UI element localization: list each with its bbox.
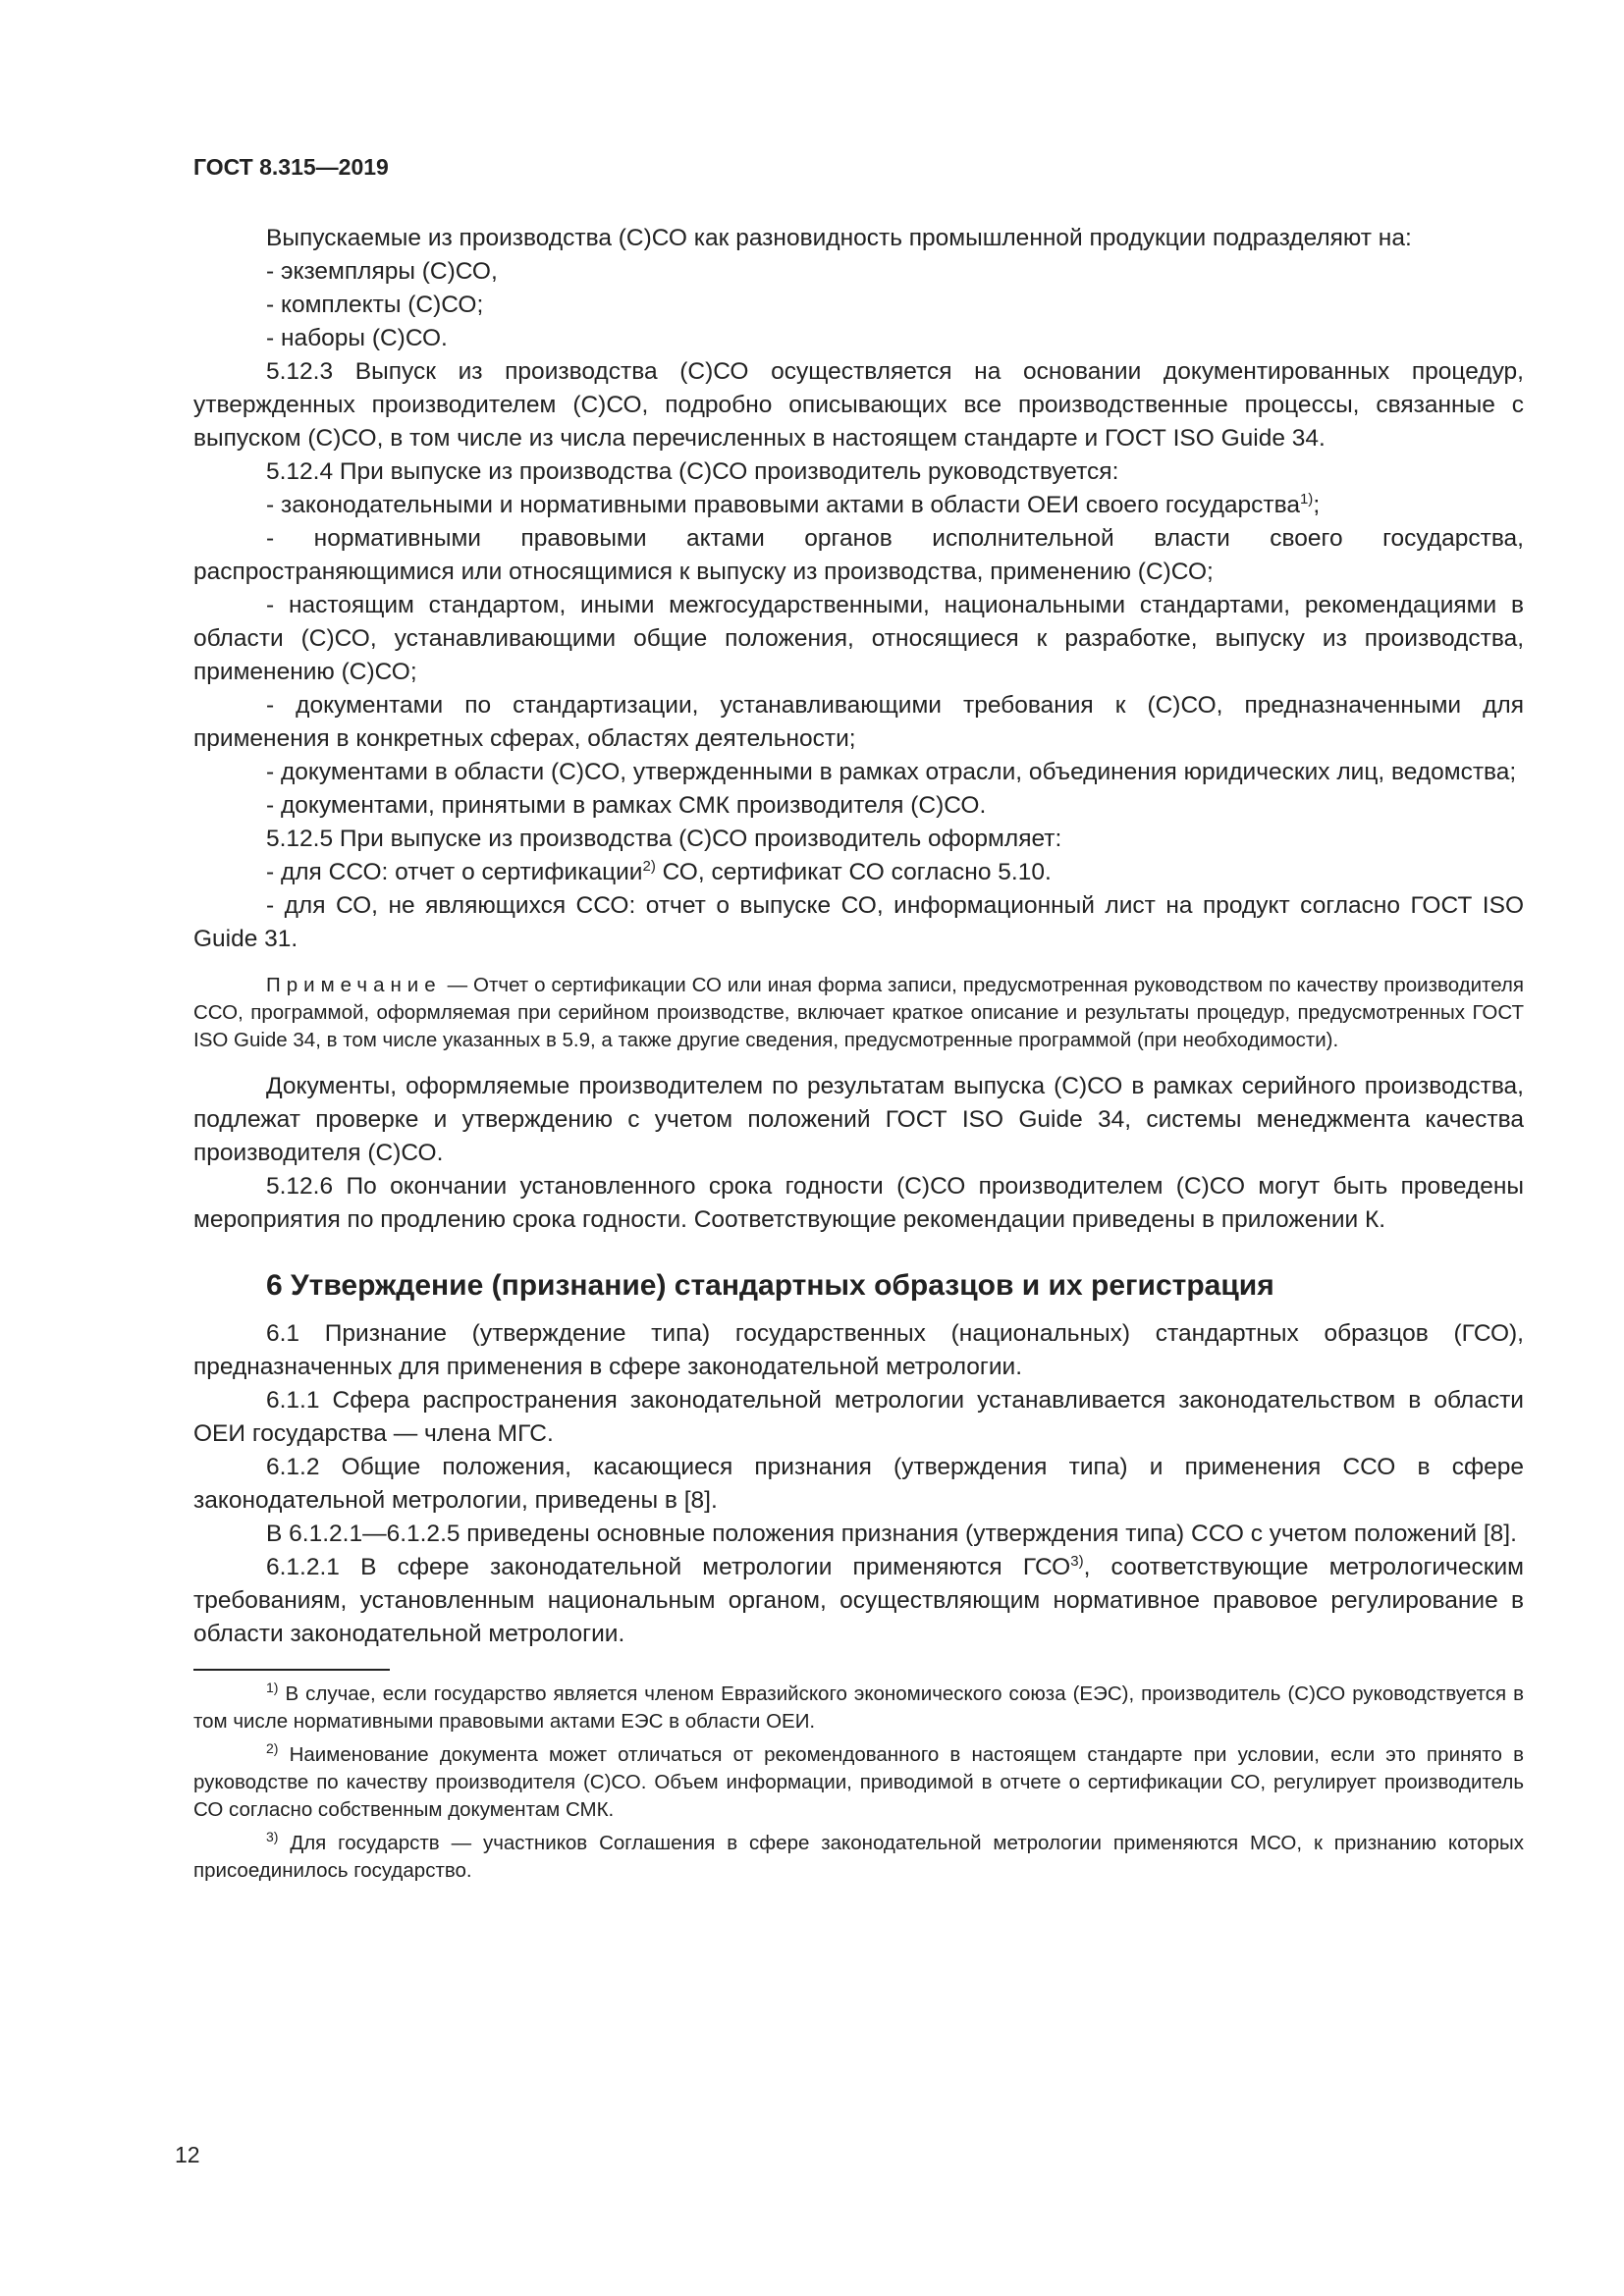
document-header: ГОСТ 8.315—2019 bbox=[193, 154, 389, 180]
note bbox=[193, 972, 1524, 1054]
list-item-text-end: СО, сертификат СО согласно 5.10. bbox=[655, 859, 1052, 885]
footnote-ref-2: 2) bbox=[642, 858, 656, 875]
note-text: — Отчет о сертификации СО или иная форма записи, предусмотренная руководством по качеству производителя ССО, программой, оформляемая при серийном производстве, включает краткое описание и результаты процедур, предусмотренных ГОСТ ISO Guide 34, в том числе указанных в 5.9, а также другие сведения, предусмотренные программой (при необходимости). bbox=[193, 974, 1524, 1051]
paragraph-6-1-2-1 bbox=[193, 1551, 1524, 1651]
list-item: - наборы (С)СО. bbox=[266, 325, 448, 351]
footnote-text: Наименование документа может отличаться от рекомендованного в настоящем стандарте при условии, если это принято в руководстве по качеству производителя (С)СО. Объем информации, приводимой в отчете о сертификации СО, регулирует производитель СО согласно собственным документам СМК. bbox=[193, 1743, 1524, 1821]
list-item: - документами по стандартизации, устанавливающими требования к (С)СО, предназначенными для применения в конкретных сферах, областях деятельности; bbox=[193, 692, 1524, 752]
paragraph-documents: Документы, оформляемые производителем по результатам выпуска (С)СО в рамках серийного производства, подлежат проверке и утверждению с учетом положений ГОСТ ISO Guide 34, системы менеджмента качества производителя (С)СО. bbox=[193, 1073, 1524, 1166]
paragraph-6-1-2: 6.1.2 Общие положения, касающиеся признания (утверждения типа) и применения ССО в сфере законодательной метрологии, приведены в [8]. bbox=[193, 1454, 1524, 1514]
page-body bbox=[193, 222, 1524, 1891]
list-item: - документами в области (С)СО, утвержденными в рамках отрасли, объединения юридических лиц, ведомства; bbox=[266, 759, 1517, 785]
footnote-mark: 1) bbox=[266, 1680, 279, 1695]
paragraph-6-1-2-range: В 6.1.2.1—6.1.2.5 приведены основные положения признания (утверждения типа) ССО с учетом положений [8]. bbox=[266, 1521, 1517, 1547]
footnote-mark: 2) bbox=[266, 1740, 279, 1756]
section-6-heading: 6 Утверждение (признание) стандартных образцов и их регистрация bbox=[266, 1269, 1274, 1302]
paragraph-5-12-4: 5.12.4 При выпуске из производства (С)СО производитель руководствуется: bbox=[266, 458, 1119, 485]
paragraph-6-1-1: 6.1.1 Сфера распространения законодательной метрологии устанавливается законодательством в области ОЕИ государства — члена МГС. bbox=[193, 1387, 1524, 1447]
list-item: - настоящим стандартом, иными межгосударственными, национальными стандартами, рекомендациями в области (С)СО, устанавливающими общие положения, относящиеся к разработке, выпуску из производства, применению (С)СО; bbox=[193, 592, 1524, 685]
list-item: - документами, принятыми в рамках СМК производителя (С)СО. bbox=[266, 792, 987, 819]
list-item-text: - для ССО: отчет о сертификации bbox=[266, 859, 643, 885]
footnote-2 bbox=[193, 1741, 1524, 1824]
paragraph-text: 6.1.2.1 В сфере законодательной метрологии применяются ГСО bbox=[266, 1554, 1071, 1580]
paragraph-text-end: , соответствующие метрологическим требованиям, установленным национальным органом, осуществляющим нормативное правовое регулирование в области законодательной метрологии. bbox=[193, 1554, 1524, 1647]
paragraph-intro: Выпускаемые из производства (С)СО как разновидность промышленной продукции подразделяют на: bbox=[266, 225, 1412, 251]
footnote-1 bbox=[193, 1681, 1524, 1735]
list-item: - для СО, не являющихся ССО: отчет о выпуске СО, информационный лист на продукт согласно ГОСТ ISO Guide 31. bbox=[193, 892, 1524, 952]
paragraph-5-12-6: 5.12.6 По окончании установленного срока годности (С)СО производителем (С)СО могут быть проведены мероприятия по продлению срока годности. Соответствующие рекомендации приведены в приложении К. bbox=[193, 1173, 1524, 1233]
paragraph-5-12-3: 5.12.3 Выпуск из производства (С)СО осуществляется на основании документированных процедур, утвержденных производителем (С)СО, подробно описывающих все производственные процессы, связанные с выпуском (С)СО, в том числе из числа перечисленных в настоящем стандарте и ГОСТ ISO Guide 34. bbox=[193, 358, 1524, 452]
note-label: Примечание bbox=[266, 974, 442, 996]
footnote-ref-3: 3) bbox=[1070, 1553, 1084, 1570]
page-number: 12 bbox=[175, 2142, 200, 2167]
list-item-text: - законодательными и нормативными правовыми актами в области ОЕИ своего государства bbox=[266, 492, 1300, 518]
footnote-text: Для государств — участников Соглашения в сфере законодательной метрологии применяются МСО, к признанию которых присоединилось государство. bbox=[193, 1832, 1524, 1882]
paragraph-6-1: 6.1 Признание (утверждение типа) государственных (национальных) стандартных образцов (ГСО), предназначенных для применения в сфере законодательной метрологии. bbox=[193, 1320, 1524, 1380]
list-item: - экземпляры (С)СО, bbox=[266, 258, 498, 285]
list-item: - комплекты (С)СО; bbox=[266, 292, 484, 318]
footnote-text: В случае, если государство является членом Евразийского экономического союза (ЕЭС), производитель (С)СО руководствуется в том числе нормативными правовыми актами ЕЭС в области ОЕИ. bbox=[193, 1682, 1524, 1733]
footnote-mark: 3) bbox=[266, 1829, 279, 1844]
footnote-ref-1: 1) bbox=[1299, 491, 1314, 507]
footnote-3 bbox=[193, 1830, 1524, 1885]
list-item-end: ; bbox=[1313, 492, 1321, 518]
list-item bbox=[193, 856, 1524, 889]
list-item bbox=[193, 489, 1524, 522]
footnote-divider bbox=[193, 1669, 390, 1671]
paragraph-5-12-5: 5.12.5 При выпуске из производства (С)СО производитель оформляет: bbox=[266, 826, 1062, 852]
list-item: - нормативными правовыми актами органов исполнительной власти своего государства, распространяющимися или относящимися к выпуску из производства, применению (С)СО; bbox=[193, 525, 1524, 585]
